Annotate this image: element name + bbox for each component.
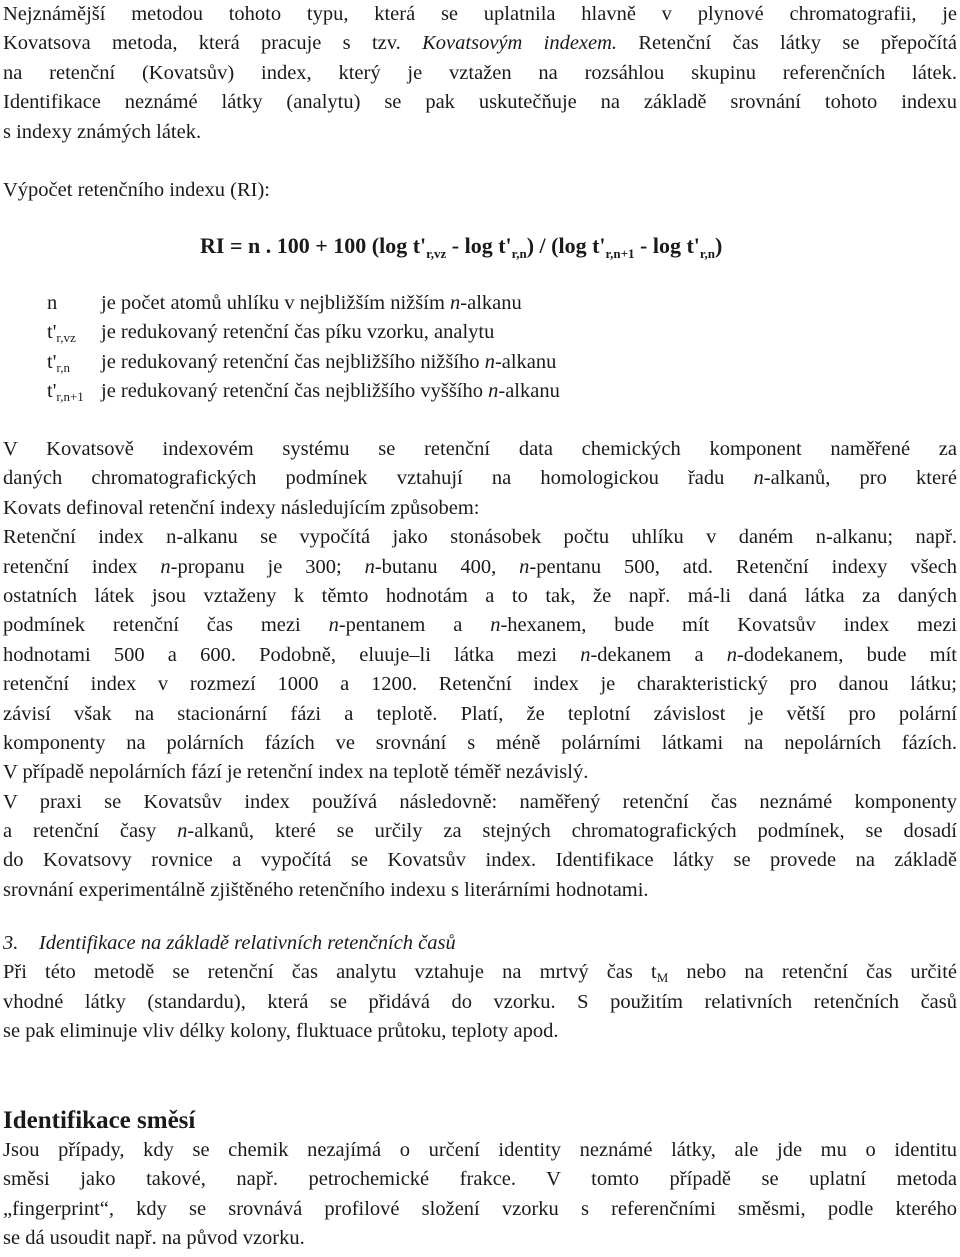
- mixtures-section: [3, 1106, 957, 1254]
- subscript: r,n+1: [56, 389, 84, 405]
- kovats-line: [3, 876, 957, 905]
- italic-term: n: [328, 614, 339, 637]
- text: -alkanu: [460, 292, 522, 314]
- kovats-line: [3, 523, 957, 552]
- definition-text: [101, 377, 560, 406]
- section-3: [3, 929, 957, 1047]
- text: t': [47, 321, 57, 344]
- text: -dekanem a: [590, 643, 727, 666]
- section-3-line: [3, 1017, 957, 1046]
- intro-line-2: [3, 29, 957, 58]
- text: V praxi se Kovatsův index používá následovně: naměřený retenční čas neznámé komponenty: [3, 790, 957, 813]
- italic-term: n: [160, 555, 171, 578]
- italic-term: n: [490, 614, 501, 637]
- text: do Kovatsovy rovnice a vypočítá se Kovatsův index. Identifikace látky se provede na základě: [3, 849, 957, 872]
- kovats-line: [3, 611, 957, 640]
- kovats-line: [3, 582, 957, 611]
- mixtures-line: [3, 1224, 957, 1253]
- kovats-paragraph: [3, 435, 957, 905]
- text: se dá usoudit např. na původ vzorku.: [3, 1227, 305, 1250]
- subscript: r,vz: [56, 330, 76, 346]
- text: daných chromatografických podmínek vztahují na homologickou řadu: [3, 467, 754, 490]
- text: s indexy známých látek.: [3, 120, 202, 143]
- formula-part: ) / (log t': [526, 233, 606, 258]
- text: a retenční časy: [3, 820, 178, 843]
- text: Identifikace neznámé látky (analytu) se pak uskutečňuje na základě srovnání tohoto indexu: [3, 91, 957, 114]
- text: Nejznámější metodou tohoto typu, která se uplatnila hlavně v plynové chromatografii, je: [3, 3, 957, 25]
- kovats-line: [3, 670, 957, 699]
- italic-term: n: [488, 380, 499, 403]
- text: hodnotami 500 a 600. Podobně, eluuje–li látka mezi: [3, 643, 581, 666]
- ri-label: Výpočet retenčního indexu (RI):: [3, 179, 270, 201]
- mixtures-line: [3, 1165, 957, 1194]
- definition-text: [101, 348, 556, 377]
- text: závisí však na stacionární fázi a teplotě. Platí, že teplotní závislost je větší pro polární: [3, 702, 957, 725]
- text: je redukovaný retenční čas nejbližšího vyššího: [101, 380, 489, 403]
- mixtures-line: [3, 1136, 957, 1165]
- definition-symbol: [47, 318, 76, 347]
- italic-term: n: [753, 467, 764, 490]
- text: t': [47, 380, 57, 403]
- mixtures-heading: Identifikace směsí: [3, 1107, 196, 1134]
- text: -alkanů, které se určily za stejných chromatografických podmínek, se dosadí: [187, 820, 957, 843]
- kovats-line: [3, 464, 957, 493]
- text: n: [47, 292, 58, 314]
- text: Retenční index n-alkanu se vypočítá jako stonásobek počtu uhlíku v daném n-alkanu; např.: [3, 526, 957, 549]
- text: -butanu 400,: [374, 555, 520, 578]
- kovats-line: [3, 788, 957, 817]
- text: podmínek retenční čas mezi: [3, 614, 329, 637]
- italic-term: n: [364, 555, 375, 578]
- kovats-line: [3, 846, 957, 875]
- subscript: M: [656, 970, 669, 986]
- italic-term: n: [519, 555, 530, 578]
- kovats-line: [3, 700, 957, 729]
- kovats-line: [3, 435, 957, 464]
- text: -pentanu 500, atd. Retenční indexy všech: [529, 555, 957, 578]
- section-3-line: [3, 958, 957, 987]
- formula-part: - log t': [446, 233, 512, 258]
- text: Jsou případy, kdy se chemik nezajímá o určení identity neznámé látky, ale jde mu o identitu: [3, 1139, 957, 1161]
- text: nebo na retenční čas určité: [668, 961, 958, 984]
- text: na retenční (Kovatsův) index, který je vztažen na rozsáhlou skupinu referenčních látek.: [3, 61, 957, 84]
- text: -pentanem a: [338, 614, 491, 637]
- kovats-line: [3, 641, 957, 670]
- text: t': [47, 350, 57, 373]
- italic-term: n: [177, 820, 188, 843]
- formula-subscript: r,n+1: [605, 246, 635, 261]
- text: je redukovaný retenční čas nejbližšího nižšího: [101, 350, 485, 373]
- intro-line-4: [3, 88, 957, 117]
- ri-formula: [200, 231, 722, 261]
- text: retenční index: [3, 555, 161, 578]
- text: -alkanu: [498, 380, 560, 403]
- text: je redukovaný retenční čas píku vzorku, analytu: [101, 321, 495, 344]
- italic-term: n: [726, 643, 737, 666]
- definition-text: [101, 318, 494, 347]
- text: je počet atomů uhlíku v nejbližším nižším: [101, 292, 451, 314]
- formula-subscript: r,n: [511, 246, 527, 261]
- kovats-line: [3, 729, 957, 758]
- text: Kovatsova metoda, která pracuje s tzv.: [3, 32, 423, 55]
- text: ostatních látek jsou vztaženy k těmto hodnotám a to tak, že např. má-li daná látka za daných: [3, 584, 957, 607]
- intro-line-5: [3, 118, 957, 147]
- intro-line-3: [3, 59, 957, 88]
- section-3-line: [3, 988, 957, 1017]
- intro-paragraph: [3, 0, 957, 147]
- kovats-line: [3, 494, 957, 523]
- italic-term: n: [450, 292, 461, 314]
- mixtures-line: [3, 1195, 957, 1224]
- definition-symbol: [47, 377, 84, 406]
- italic-term: n: [580, 643, 591, 666]
- text: Při této metodě se retenční čas analytu vztahuje na mrtvý čas t: [3, 961, 657, 984]
- text: se pak eliminuje vliv délky kolony, fluktuace průtoku, teploty apod.: [3, 1020, 559, 1043]
- formula-part: ): [714, 233, 723, 258]
- text: -hexanem, bude mít Kovatsův index mezi: [500, 614, 957, 637]
- definition-symbol: [47, 348, 70, 377]
- italic-term: Kovatsovým indexem.: [422, 32, 618, 55]
- kovats-line: [3, 758, 957, 787]
- definition-symbol: [47, 289, 57, 318]
- text: V případě nepolárních fází je retenční index na teplotě téměř nezávislý.: [3, 761, 589, 784]
- kovats-line: [3, 817, 957, 846]
- italic-term: n: [484, 350, 495, 373]
- subscript: r,n: [56, 359, 70, 375]
- formula-part: RI = n . 100 + 100 (log t': [200, 233, 427, 258]
- definition-text: [101, 289, 522, 318]
- formula-subscript: r,vz: [426, 246, 447, 261]
- section-3-heading: 3. Identifikace na základě relativních retenčních časů: [3, 932, 456, 954]
- text: směsi jako takové, např. petrochemické frakce. V tomto případě se uplatní metoda: [3, 1168, 957, 1191]
- text: Retenční čas látky se přepočítá: [617, 32, 957, 55]
- formula-part: - log t': [634, 233, 700, 258]
- text: vhodné látky (standardu), která se přidává do vzorku. S použitím relativních retenčních časů: [3, 990, 957, 1013]
- text: -alkanu: [494, 350, 557, 373]
- formula-subscript: r,n: [699, 246, 715, 261]
- intro-line-1: [3, 0, 957, 29]
- text: -alkanů, pro které: [763, 467, 957, 490]
- text: „fingerprint“, kdy se srovnává profilové složení vzorku s referenčními směsmi, podle kterého: [3, 1197, 957, 1220]
- text: komponenty na polárních fázích ve srovnání s méně polárními látkami na nepolárních fázích.: [3, 731, 957, 754]
- text: -dodekanem, bude mít: [736, 643, 957, 666]
- text: -propanu je 300;: [170, 555, 365, 578]
- text: Kovats definoval retenční indexy následujícím způsobem:: [3, 496, 480, 519]
- text: V Kovatsově indexovém systému se retenční data chemických komponent naměřené za: [3, 438, 957, 460]
- text: srovnání experimentálně zjištěného retenčního indexu s literárními hodnotami.: [3, 878, 649, 901]
- text: retenční index v rozmezí 1000 a 1200. Retenční index je charakteristický pro danou látku;: [3, 673, 957, 696]
- kovats-line: [3, 553, 957, 582]
